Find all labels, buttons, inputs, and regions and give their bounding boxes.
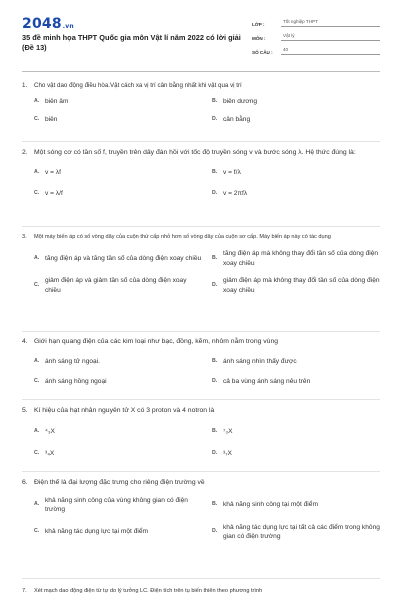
document-header — [0, 0, 400, 62]
meta-row-subject — [252, 28, 380, 41]
question-number: 3. — [22, 234, 27, 240]
question-separator — [22, 578, 380, 579]
document-meta — [252, 14, 380, 56]
question-body: Cho vật dao động điều hòa.Vật cách xa vị trí cân bằng nhất khi vật qua vị trí — [34, 82, 242, 89]
question-number: 7. — [22, 588, 27, 594]
option-a[interactable]: A. ánh sáng tử ngoại. — [34, 357, 101, 365]
question-body: Kí hiệu của hạt nhân nguyên tử X có 3 proton và 4 notron là — [34, 407, 215, 414]
option-d[interactable]: D. giảm điện áp mà không thay đổi tần số của dòng điện xoay chiều — [212, 277, 380, 294]
meta-value-count: 40 — [281, 47, 380, 55]
option-c[interactable]: C. v = λ/f — [34, 190, 63, 197]
option-a[interactable]: A. biên âm — [34, 97, 69, 105]
question-separator — [22, 331, 380, 332]
option-b[interactable]: B. tăng điện áp mà không thay đổi tần số của dòng điện xoay chiều — [212, 250, 379, 267]
question-1 — [22, 81, 380, 125]
meta-row-count — [252, 42, 380, 55]
question-text — [22, 81, 380, 91]
option-c[interactable]: C. giảm điện áp và giảm tần số của dòng điện xoay chiều — [34, 277, 187, 294]
question-number: 5. — [22, 407, 28, 414]
answer-options — [34, 168, 380, 199]
question-body: Xét mạch dao động điện từ tự do lý tưởng LC. Điện tích trên tụ biến thiên theo phương trình — [34, 588, 263, 594]
question-body: Giới hạn quang điện của các kim loại như bạc, đồng, kẽm, nhôm nằm trong vùng — [34, 338, 279, 345]
meta-label-class: LỚP : — [252, 21, 265, 27]
option-a[interactable]: A. v = λf — [34, 168, 61, 176]
question-text — [22, 337, 380, 348]
option-a[interactable]: A. ⁴₃X — [34, 427, 55, 435]
option-c[interactable]: C. biên — [34, 116, 58, 123]
meta-value-class: Tốt nghiệp THPT — [281, 19, 380, 27]
meta-label-count: SỐ CÂU : — [252, 49, 273, 55]
question-number: 6. — [22, 479, 28, 486]
option-b[interactable]: B. khả năng sinh công tại một điểm — [212, 501, 318, 509]
question-text — [22, 233, 380, 242]
answer-options — [34, 427, 380, 459]
logo-suffix: .vn — [62, 23, 74, 30]
option-b[interactable]: B. biên dương — [212, 97, 258, 105]
question-separator — [22, 471, 380, 472]
answer-options — [34, 357, 380, 387]
document-title: 35 đề minh họa THPT Quốc gia môn Vật lí năm 2022 có lời giải (Đề 13) — [22, 33, 241, 52]
site-logo[interactable] — [22, 16, 74, 32]
meta-value-subject: Vật lý — [281, 33, 380, 41]
option-b[interactable]: B. ánh sáng nhìn thấy được — [212, 357, 297, 365]
question-separator — [22, 141, 380, 142]
option-d[interactable]: D. khả năng tác dụng lực tại tất cả các điểm trong không gian có điện trường — [212, 523, 380, 540]
question-text — [22, 478, 380, 489]
question-text — [22, 587, 380, 596]
answer-options — [34, 249, 380, 295]
option-a[interactable]: A. khả năng sinh công của vùng không gian có điện trường — [34, 496, 188, 513]
meta-label-subject: MÔN : — [252, 35, 266, 41]
option-d[interactable]: D. cả ba vùng ánh sáng nêu trên — [212, 378, 311, 385]
question-body: Một sóng cơ có tần số f, truyền trên dây đàn hồi với tốc độ truyền sóng v và bước sóng λ. Hệ thức đúng là: — [34, 149, 356, 156]
question-number: 2. — [22, 149, 28, 156]
header-divider — [22, 71, 380, 72]
question-text — [22, 406, 380, 417]
logo-main: 2048 — [22, 16, 62, 32]
option-d[interactable]: D. v = 2πfλ — [212, 190, 248, 197]
option-d[interactable]: D. cân bằng — [212, 116, 251, 123]
meta-row-class — [252, 14, 380, 27]
question-4 — [22, 337, 380, 387]
question-number: 1. — [22, 82, 28, 89]
question-body: Một máy biến áp có số vòng dây của cuộn thứ cấp nhỏ hơn số vòng dây của cuộn sơ cấp. Máy biến áp này có tác dụng — [34, 234, 331, 240]
option-d[interactable]: D. ³₇X — [212, 450, 232, 457]
question-separator — [22, 226, 380, 227]
option-c[interactable]: C. khả năng tác dụng lực tại một điểm — [34, 528, 149, 536]
answer-options — [34, 97, 380, 125]
answer-options — [34, 496, 380, 542]
option-a[interactable]: A. tăng điện áp và tăng tần số của dòng điện xoay chiều — [34, 254, 202, 262]
question-text — [22, 148, 380, 159]
option-b[interactable]: B. ⁷₃X — [212, 427, 233, 435]
option-c[interactable]: C. ³₄X — [34, 450, 55, 457]
question-number: 4. — [22, 338, 28, 345]
question-separator — [22, 399, 380, 400]
question-6 — [22, 478, 380, 542]
question-7 — [22, 587, 380, 596]
option-b[interactable]: B. v = f/λ — [212, 168, 241, 176]
option-c[interactable]: C. ánh sáng hồng ngoại — [34, 378, 107, 385]
question-2 — [22, 148, 380, 199]
question-5 — [22, 406, 380, 459]
question-3 — [22, 233, 380, 295]
question-body: Điện thế là đại lượng đặc trưng cho riêng điện trường về — [34, 479, 205, 486]
